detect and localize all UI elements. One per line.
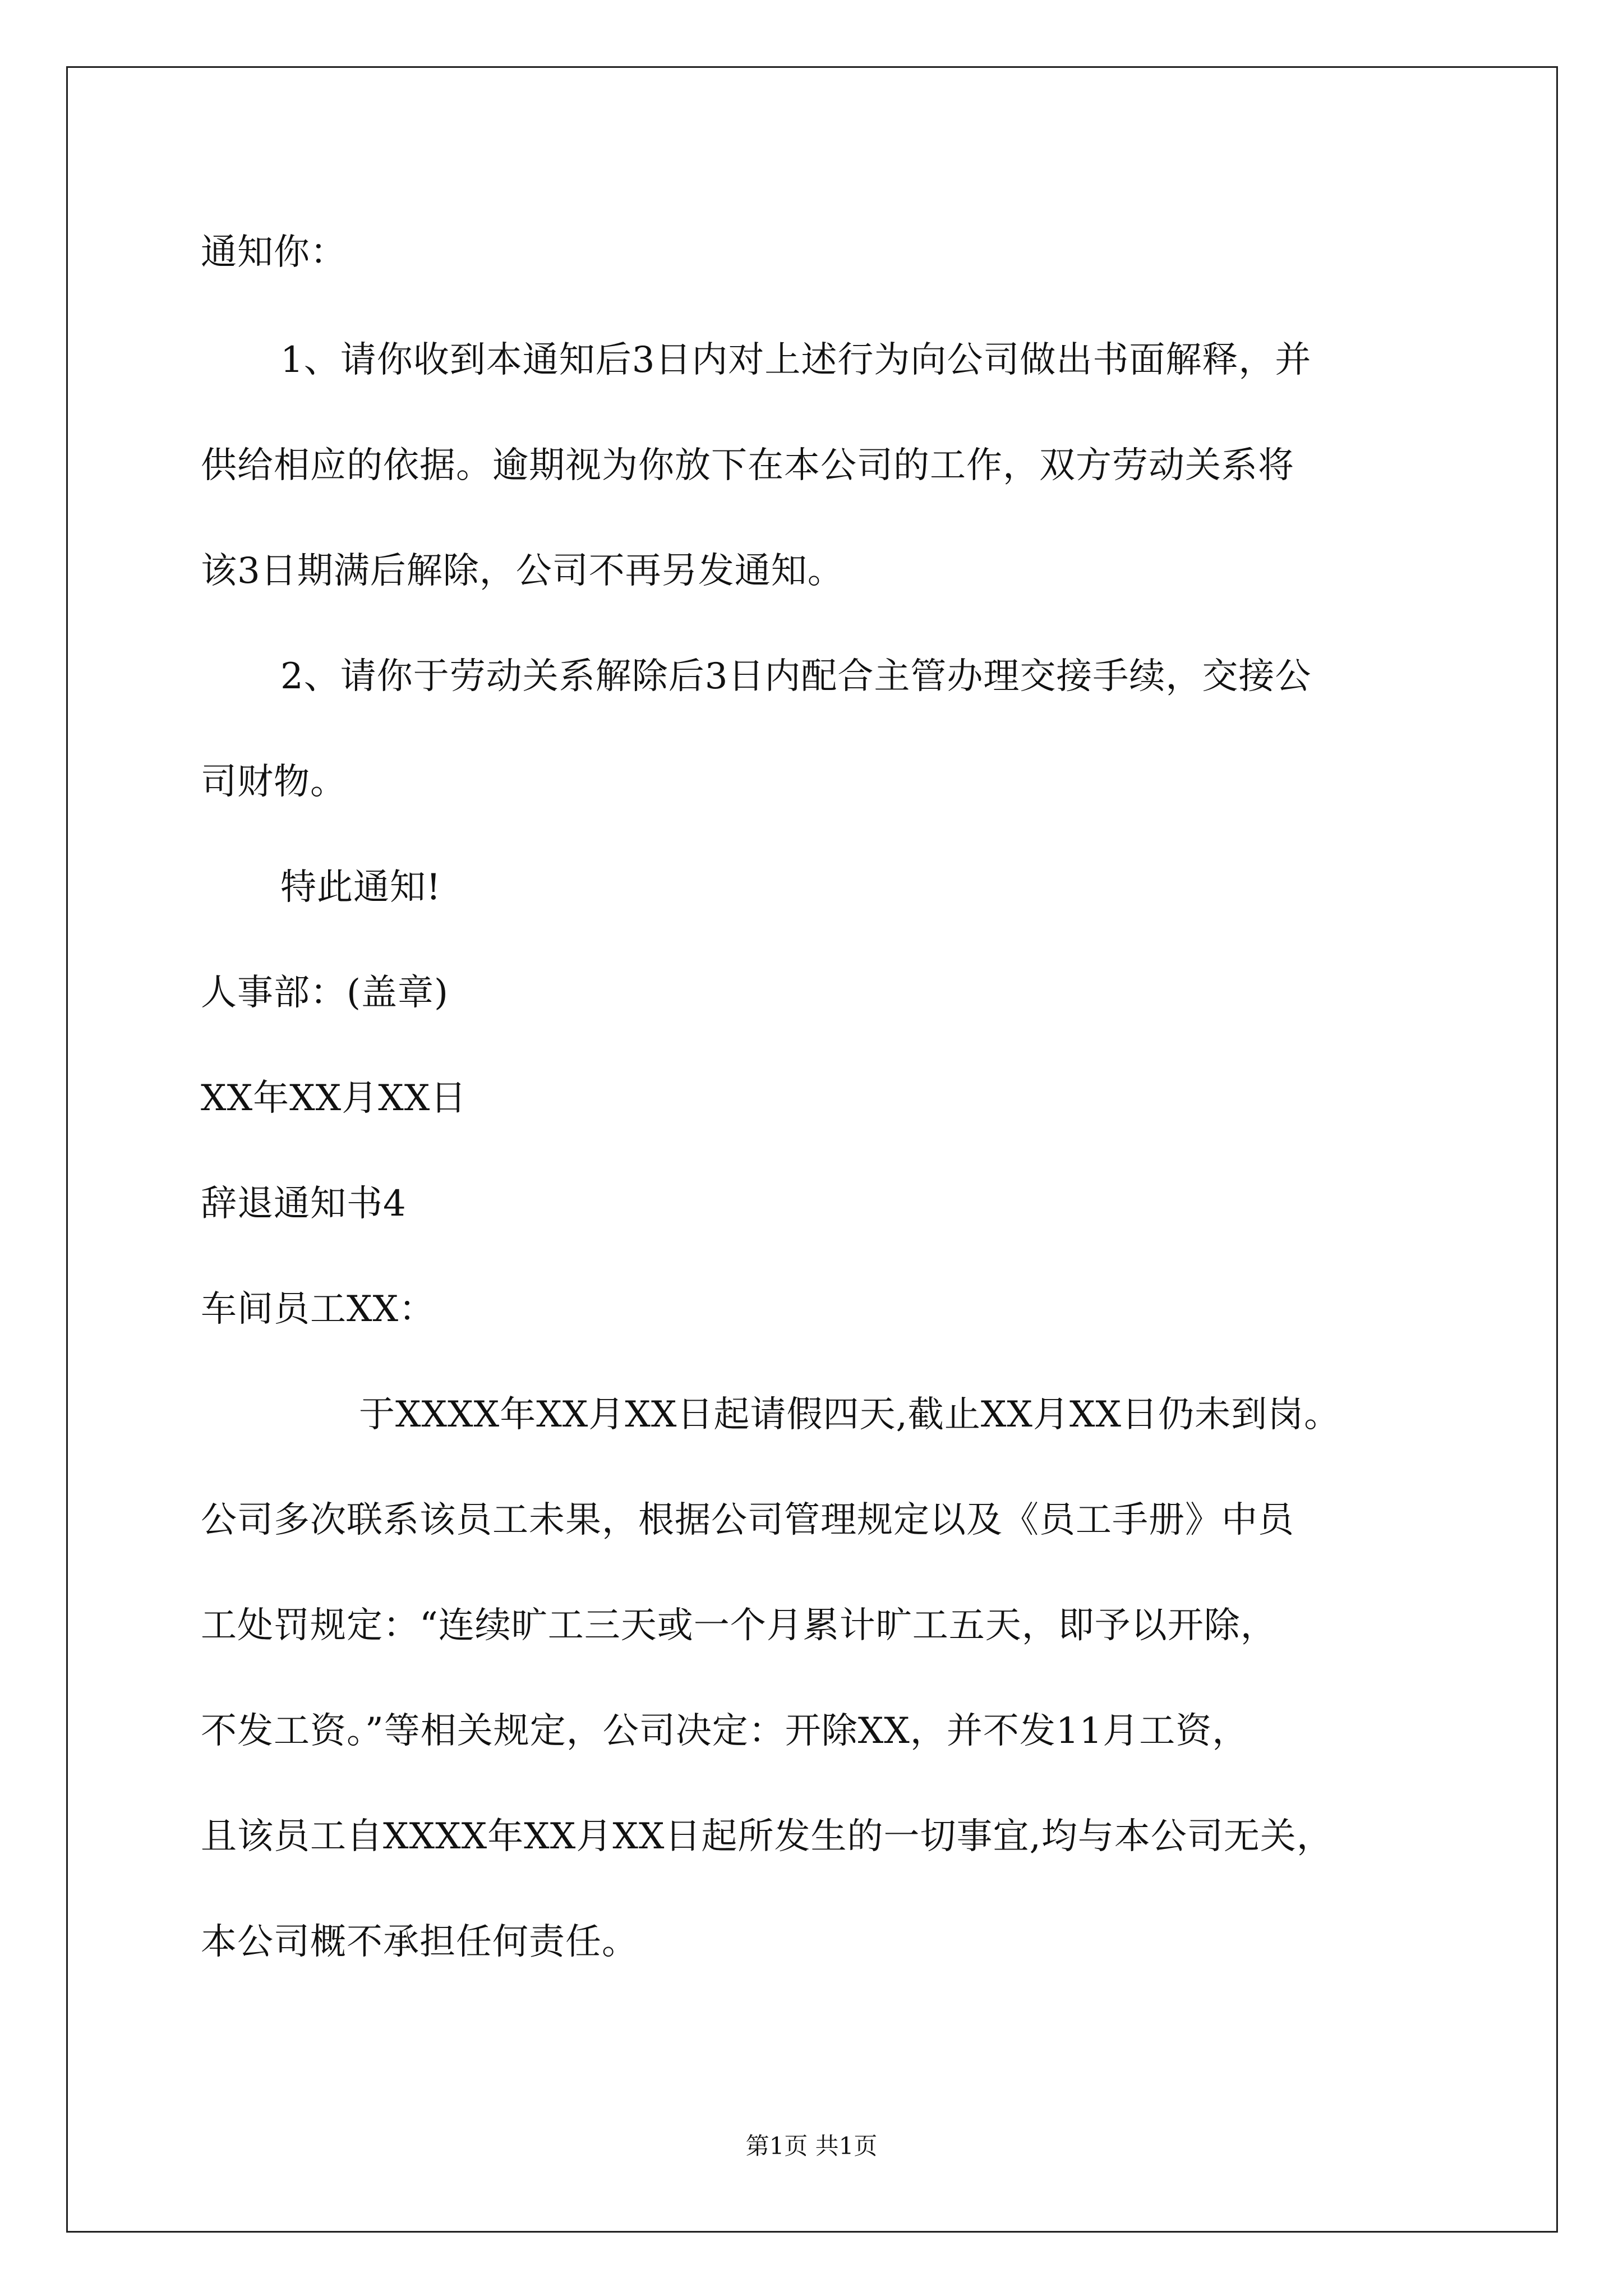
text-line: XX年XX月XX日 [201, 1078, 467, 1119]
text-line: 1、请你收到本通知后3日内对上述行为向公司做出书面解释，并 [280, 339, 1312, 381]
page-footer: 第1页 共1页 [745, 2132, 878, 2160]
page-border [66, 66, 1558, 2233]
text-line: 且该员工自XXXX年XX月XX日起所发生的一切事宜,均与本公司无关， [201, 1816, 1333, 1857]
text-line: 于XXXX年XX月XX日起请假四天,截止XX月XX日仍未到岗。 [359, 1394, 1341, 1435]
text-line: 车间员工XX： [201, 1289, 436, 1330]
text-line: 工处罚规定：“连续旷工三天或一个月累计旷工五天，即予以开除， [201, 1605, 1277, 1646]
text-line: 供给相应的依据。逾期视为你放下在本公司的工作，双方劳动关系将 [201, 445, 1294, 486]
text-line: 2、请你于劳动关系解除后3日内配合主管办理交接手续，交接公 [280, 656, 1312, 697]
text-line: 通知你： [201, 232, 347, 273]
text-line: 司财物。 [201, 761, 347, 803]
text-line: 公司多次联系该员工未果，根据公司管理规定以及《员工手册》中员 [201, 1499, 1294, 1541]
text-line: 该3日期满后解除，公司不再另发通知。 [201, 550, 844, 592]
text-line: 本公司概不承担任何责任。 [201, 1921, 638, 1963]
text-line: 辞退通知书4 [201, 1183, 407, 1225]
text-line: 特此通知! [280, 867, 441, 908]
text-line: 人事部：(盖章) [201, 972, 449, 1014]
text-line: 不发工资。”等相关规定，公司决定：开除XX，并不发11月工资， [201, 1710, 1249, 1752]
